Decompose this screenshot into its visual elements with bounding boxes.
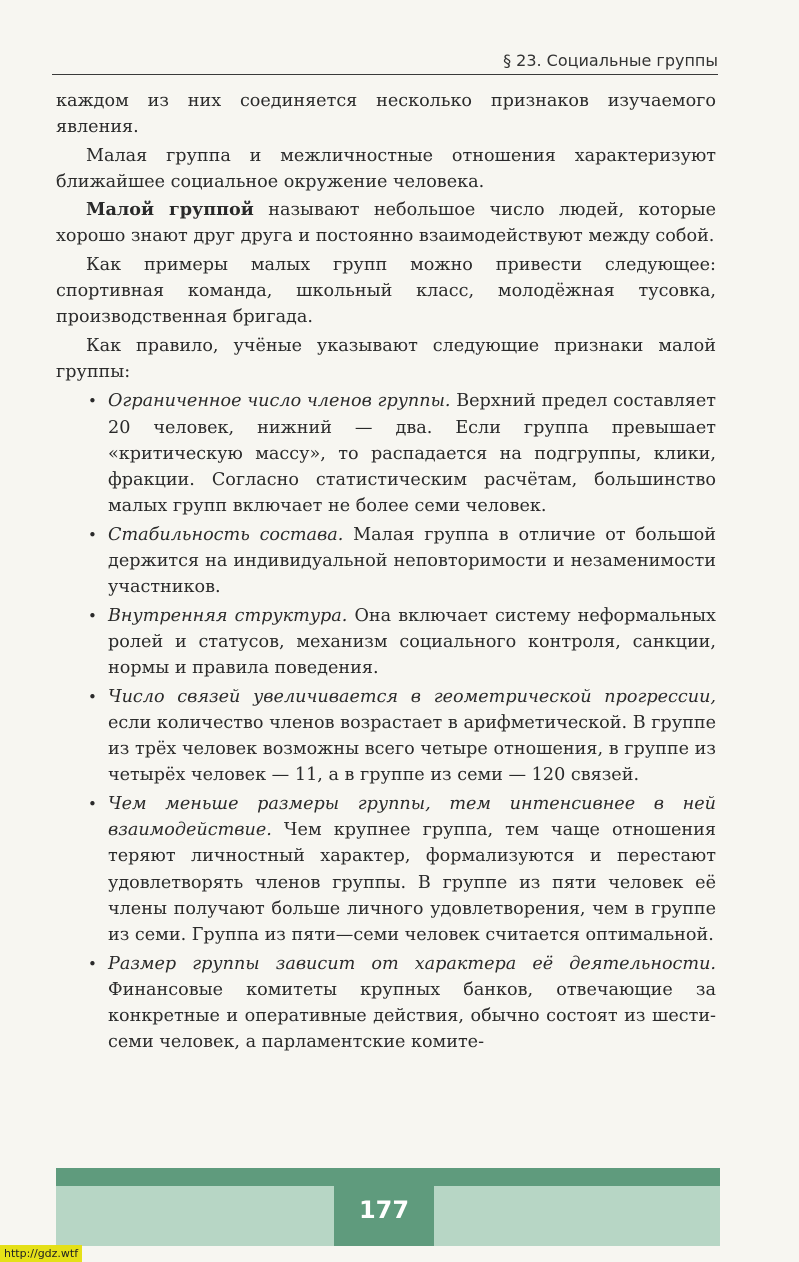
feature-text: Она включает систему неформальных ролей и статусов, механизм социального контроля, санкции, нормы и правила поведения. <box>108 605 716 679</box>
feature-term: Ограниченное число членов группы. <box>108 391 451 412</box>
features-list <box>56 388 716 1055</box>
list-item <box>56 603 716 682</box>
list-item <box>56 791 716 949</box>
bullet-icon: • <box>88 954 97 973</box>
paragraph: Как правило, учёные указывают следующие признаки малой группы: <box>56 335 716 382</box>
page-number: 177 <box>358 1196 410 1224</box>
watermark-link[interactable]: http://gdz.wtf <box>0 1245 82 1262</box>
definition-text: называют небольшое число людей, которые хорошо знают друг друга и постоянно взаимодействуют между собой. <box>56 200 717 247</box>
paragraph: Малая группа и межличностные отношения характеризуют ближайшее социальное окружение человека. <box>56 145 716 192</box>
feature-text: если количество членов возрастает в арифметической. В группе из трёх человек возможны всего четыре отношения, в группе из четырёх человек — 11, а в группе из семи — 120 связей. <box>108 712 716 786</box>
list-item <box>56 388 716 519</box>
list-item <box>56 951 716 1056</box>
feature-text: Верхний предел составляет 20 человек, нижний — два. Если группа превышает «критическую массу», то распадается на подгруппы, клики, фракции. Согласно статистическим расчётам, большинство малых групп включает не более семи человек. <box>108 391 716 517</box>
feature-term: Внутренняя структура. <box>108 605 348 626</box>
bullet-icon: • <box>88 392 97 411</box>
list-item <box>56 522 716 601</box>
feature-term: Стабильность состава. <box>108 524 344 545</box>
feature-term: Размер группы зависит от характера её деятельности. <box>108 953 716 974</box>
paragraph: Как примеры малых групп можно привести следующее: спортивная команда, школьный класс, молодёжная тусовка, производственная бригада. <box>56 254 716 328</box>
defined-term: Малой группой <box>86 199 254 221</box>
section-title: § 23. Социальные группы <box>503 51 718 70</box>
feature-term: Число связей увеличивается в геометрической прогрессии, <box>108 686 716 707</box>
feature-text: Чем крупнее группа, тем чаще отношения теряют личностный характер, формализуются и перестают удовлетворять членов группы. В группе из пяти человек её члены получают больше личного удовлетворения, чем в группе из семи. Группа из пяти—семи человек считается оптимальной. <box>108 820 716 946</box>
feature-text: Финансовые комитеты крупных банков, отвечающие за конкретные и оперативные действия, обычно состоят из шести-семи человек, а парламентские комите- <box>108 979 716 1053</box>
footer-panel-right <box>434 1186 720 1246</box>
paragraph: каждом из них соединяется несколько признаков изучаемого явления. <box>56 91 716 138</box>
list-item <box>56 684 716 789</box>
feature-term: Чем меньше размеры группы, тем интенсивнее в ней взаимодействие. <box>108 793 716 841</box>
bullet-icon: • <box>88 687 97 706</box>
bullet-icon: • <box>88 525 97 544</box>
bullet-icon: • <box>88 794 97 813</box>
feature-text: Малая группа в отличие от большой держится на индивидуальной неповторимости и незаменимости участников. <box>108 524 716 598</box>
bullet-icon: • <box>88 606 97 625</box>
page-body <box>56 88 716 1058</box>
running-header <box>52 48 718 75</box>
footer-band <box>56 1168 720 1246</box>
footer-panel-left <box>56 1186 334 1246</box>
definition-paragraph <box>56 197 716 250</box>
